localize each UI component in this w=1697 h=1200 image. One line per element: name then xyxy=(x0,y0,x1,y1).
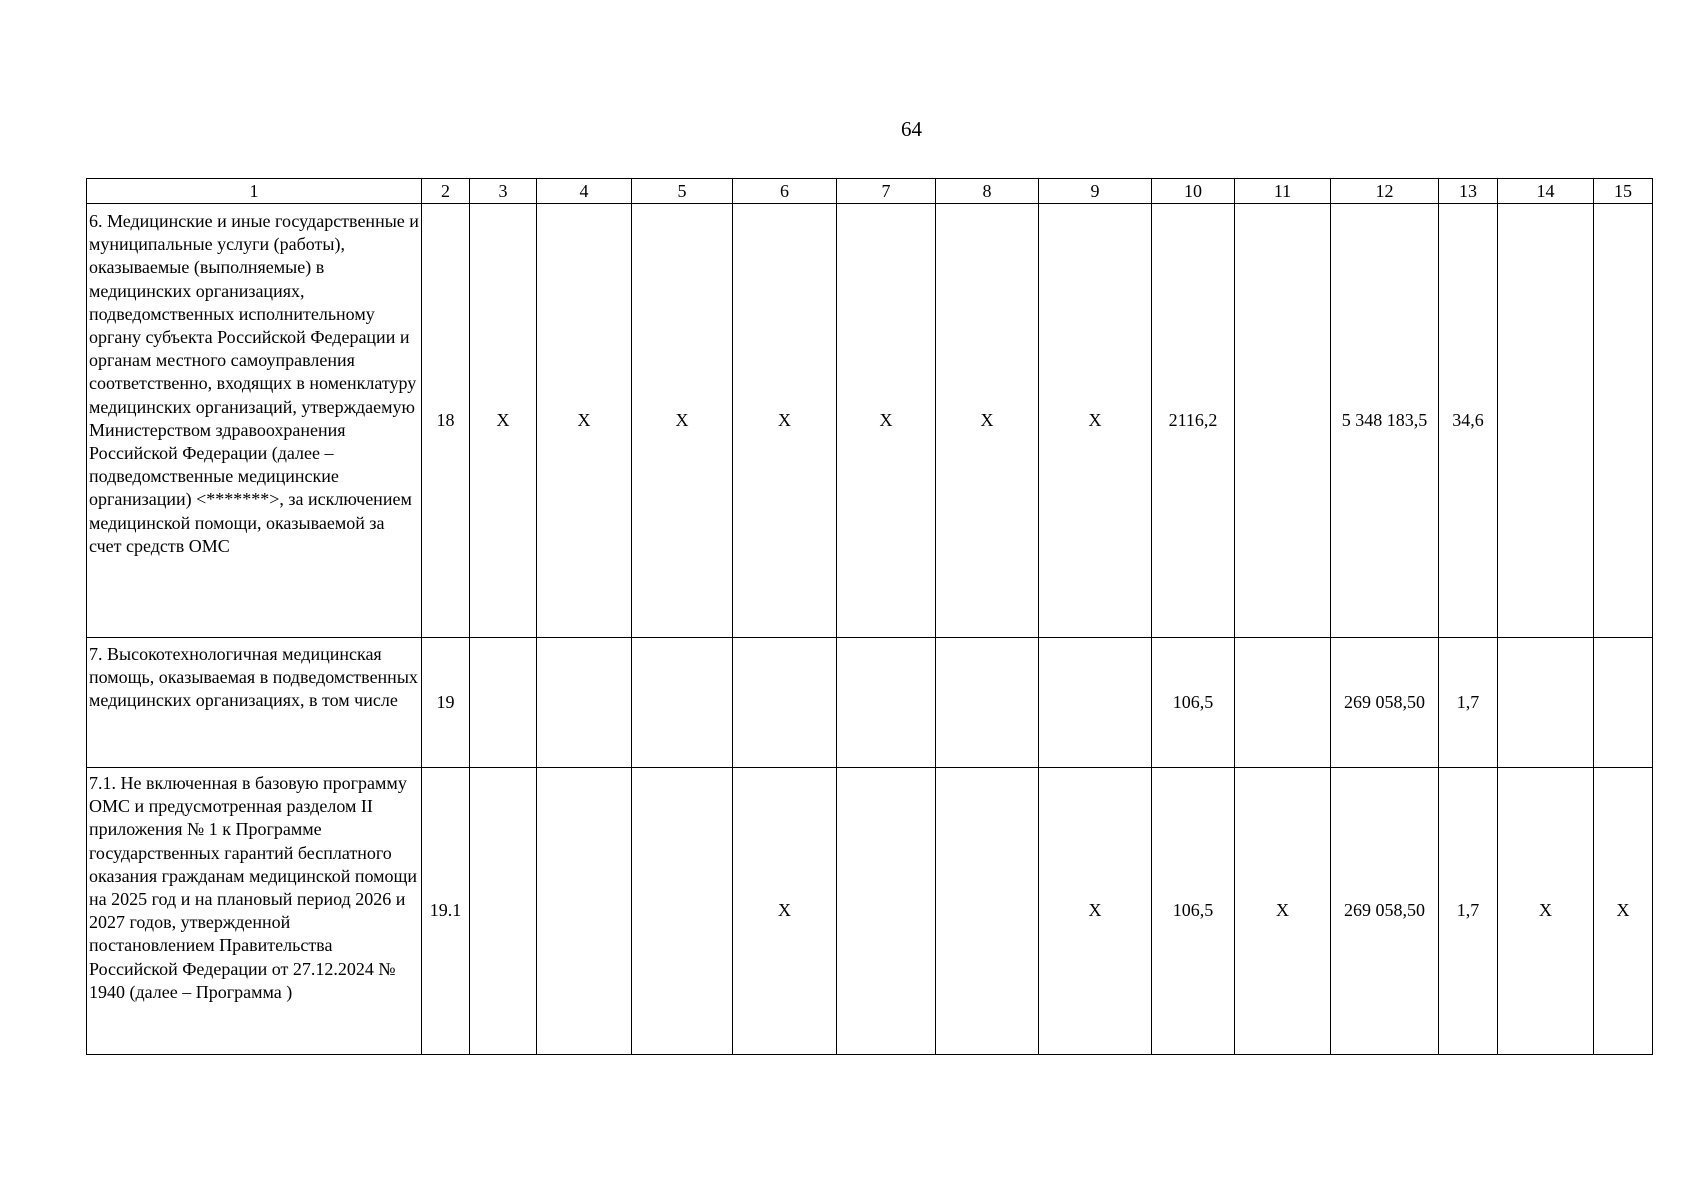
table-cell: X xyxy=(733,768,837,1055)
table-cell xyxy=(1235,638,1331,768)
row-number: 19.1 xyxy=(422,768,470,1055)
column-header: 15 xyxy=(1594,179,1653,204)
column-header: 7 xyxy=(837,179,936,204)
column-header: 6 xyxy=(733,179,837,204)
table-cell: X xyxy=(1594,768,1653,1055)
column-header: 8 xyxy=(936,179,1039,204)
column-header: 1 xyxy=(87,179,422,204)
column-header: 4 xyxy=(537,179,632,204)
table-cell: X xyxy=(733,204,837,638)
table-cell: X xyxy=(1039,768,1152,1055)
table-cell xyxy=(470,768,537,1055)
column-header: 10 xyxy=(1152,179,1235,204)
table-cell: X xyxy=(837,204,936,638)
column-header: 9 xyxy=(1039,179,1152,204)
table-cell: 2116,2 xyxy=(1152,204,1235,638)
table-cell: X xyxy=(1039,204,1152,638)
table-cell: 1,7 xyxy=(1439,638,1498,768)
table-cell: X xyxy=(632,204,733,638)
row-description: 7.1. Не включенная в базовую программу ОМС и предусмотренная разделом II приложения № 1 к Программе государственных гарантий бесплатного оказания гражданам медицинской помощи на 2025 год и на плановый период 2026 и 2027 годов, утвержденной постановлением Правительства Российской Федерации от 27.12.2024 № 1940 (далее – Программа ) xyxy=(87,768,422,1055)
table-cell xyxy=(1235,204,1331,638)
row-description: 6. Медицинские и иные государственные и муниципальные услуги (работы), оказываемые (выполняемые) в медицинских организациях, подведомственных исполнительному органу субъекта Российской Федерации и органам местного самоуправления соответственно, входящих в номенклатуру медицинских организаций, утверждаемую Министерством здравоохранения Российской Федерации (далее – подведомственные медицинские организации) <*******>, за исключением медицинской помощи, оказываемой за счет средств ОМС xyxy=(87,204,422,638)
table-cell xyxy=(837,638,936,768)
table-cell: 5 348 183,5 xyxy=(1331,204,1439,638)
page-number: 64 xyxy=(901,117,922,141)
table-cell: X xyxy=(936,204,1039,638)
table-cell xyxy=(837,768,936,1055)
column-header: 11 xyxy=(1235,179,1331,204)
data-table xyxy=(86,178,1653,1055)
table-cell xyxy=(632,638,733,768)
column-header: 13 xyxy=(1439,179,1498,204)
table-cell xyxy=(1498,204,1594,638)
table-cell xyxy=(470,638,537,768)
table-cell xyxy=(537,768,632,1055)
table-cell xyxy=(1498,638,1594,768)
table-cell xyxy=(936,638,1039,768)
table-cell xyxy=(1594,638,1653,768)
table-row xyxy=(87,638,1653,768)
table-cell xyxy=(936,768,1039,1055)
column-header: 2 xyxy=(422,179,470,204)
table-row xyxy=(87,768,1653,1055)
table-cell: 106,5 xyxy=(1152,768,1235,1055)
row-number: 18 xyxy=(422,204,470,638)
column-header: 12 xyxy=(1331,179,1439,204)
table-cell: X xyxy=(1498,768,1594,1055)
table-cell: X xyxy=(1235,768,1331,1055)
table-cell: 106,5 xyxy=(1152,638,1235,768)
table-cell xyxy=(1594,204,1653,638)
table-row xyxy=(87,204,1653,638)
table-cell: 269 058,50 xyxy=(1331,768,1439,1055)
table-cell: X xyxy=(537,204,632,638)
table-cell: 1,7 xyxy=(1439,768,1498,1055)
column-header: 14 xyxy=(1498,179,1594,204)
column-header: 5 xyxy=(632,179,733,204)
table-cell xyxy=(537,638,632,768)
table-cell: 34,6 xyxy=(1439,204,1498,638)
table-cell xyxy=(632,768,733,1055)
table-cell: 269 058,50 xyxy=(1331,638,1439,768)
table-header-row xyxy=(87,179,1653,204)
table-cell xyxy=(733,638,837,768)
row-description: 7. Высокотехнологичная медицинская помощь, оказываемая в подведомственных медицинских организациях, в том числе xyxy=(87,638,422,768)
table-cell xyxy=(1039,638,1152,768)
column-header: 3 xyxy=(470,179,537,204)
row-number: 19 xyxy=(422,638,470,768)
table-cell: X xyxy=(470,204,537,638)
